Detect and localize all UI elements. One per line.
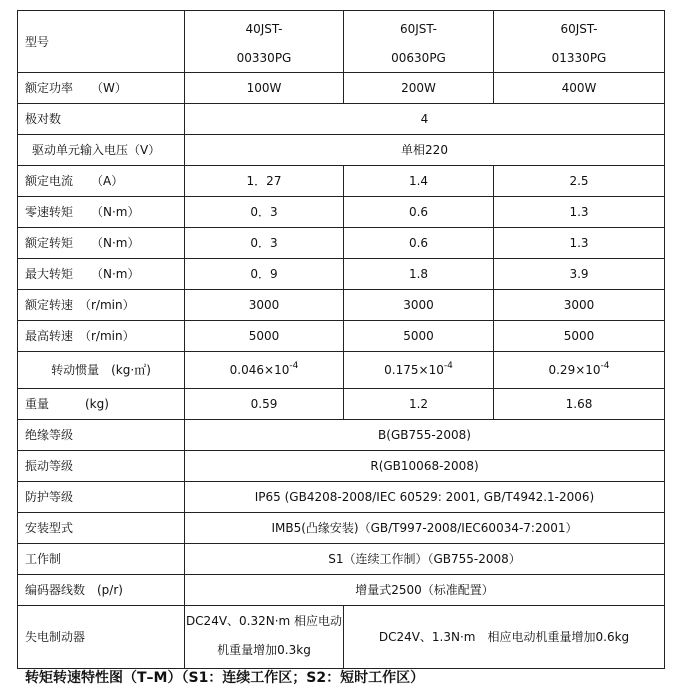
table-row xyxy=(18,166,665,197)
cell-value: 5000 xyxy=(494,321,665,352)
cell-value: 1.2 xyxy=(344,389,494,420)
cell-value: $0.29\times 10^{-4}$ xyxy=(494,352,665,389)
cell-value: 0.59 xyxy=(185,389,344,420)
cell-value: DC24V、0.32N·m 相应电动 机重量增加0.3kg xyxy=(185,606,344,669)
row-label: 额定电流 （A） xyxy=(18,166,185,197)
cell-value: 5000 xyxy=(185,321,344,352)
row-label: 振动等级 xyxy=(18,451,185,482)
table-row xyxy=(18,575,665,606)
table-row xyxy=(18,513,665,544)
table-row xyxy=(18,290,665,321)
row-label: 最高转速 （r/min） xyxy=(18,321,185,352)
cell-value: IMB5(凸缘安装)（GB/T997-2008/IEC60034-7:2001） xyxy=(185,513,665,544)
cell-value: 400W xyxy=(494,73,665,104)
cell-value: 1.3 xyxy=(494,228,665,259)
row-label: 最大转矩 （N·m） xyxy=(18,259,185,290)
model-3: 60JST- 01330PG xyxy=(494,11,665,73)
row-label: 额定功率 （W） xyxy=(18,73,185,104)
table-row xyxy=(18,73,665,104)
cell-value: 0.6 xyxy=(344,197,494,228)
cell-value: $0.175\times 10^{-4}$ xyxy=(344,352,494,389)
row-label: 防护等级 xyxy=(18,482,185,513)
row-label: 编码器线数 (p/r) xyxy=(18,575,185,606)
cell-value: 0.6 xyxy=(344,228,494,259)
chart-caption: 转矩转速特性图（T–M）（S1：连续工作区；S2：短时工作区） xyxy=(25,670,425,686)
model-label: 型号 xyxy=(18,11,185,73)
cell-value: 0．3 xyxy=(185,228,344,259)
table-row xyxy=(18,259,665,290)
cell-value: 2.5 xyxy=(494,166,665,197)
table-row xyxy=(18,11,665,73)
cell-value: DC24V、1.3N·m 相应电动机重量增加0.6kg xyxy=(344,606,665,669)
cell-value: 4 xyxy=(185,104,665,135)
table-row xyxy=(18,482,665,513)
table-row xyxy=(18,228,665,259)
cell-value: 单相220 xyxy=(185,135,665,166)
row-label: 零速转矩 （N·m） xyxy=(18,197,185,228)
row-label: 重量 (kg) xyxy=(18,389,185,420)
table-row xyxy=(18,352,665,389)
cell-value: 0．9 xyxy=(185,259,344,290)
cell-value: B(GB755-2008) xyxy=(185,420,665,451)
cell-value: 3000 xyxy=(494,290,665,321)
row-label: 额定转速 （r/min） xyxy=(18,290,185,321)
cell-value: 3000 xyxy=(185,290,344,321)
row-label: 驱动单元输入电压（V） xyxy=(18,135,185,166)
cell-value: 5000 xyxy=(344,321,494,352)
table-row xyxy=(18,420,665,451)
cell-value: 1．27 xyxy=(185,166,344,197)
cell-value: IP65 (GB4208-2008/IEC 60529: 2001, GB/T4942.1-2006) xyxy=(185,482,665,513)
row-label: 额定转矩 （N·m） xyxy=(18,228,185,259)
table-row xyxy=(18,389,665,420)
cell-value: 1.8 xyxy=(344,259,494,290)
cell-value: $0.046\times 10^{-4}$ xyxy=(185,352,344,389)
model-1: 40JST- 00330PG xyxy=(185,11,344,73)
cell-value: 1.4 xyxy=(344,166,494,197)
row-label: 安装型式 xyxy=(18,513,185,544)
row-label: 转动惯量 (kg·㎡) xyxy=(18,352,185,389)
cell-value: 100W xyxy=(185,73,344,104)
cell-value: 3.9 xyxy=(494,259,665,290)
row-label: 绝缘等级 xyxy=(18,420,185,451)
row-label: 极对数 xyxy=(18,104,185,135)
cell-value: S1（连续工作制）（GB755-2008） xyxy=(185,544,665,575)
table-row xyxy=(18,606,665,669)
table-row xyxy=(18,544,665,575)
table-row xyxy=(18,197,665,228)
cell-value: 增量式2500（标准配置） xyxy=(185,575,665,606)
row-label: 失电制动器 xyxy=(18,606,185,669)
table-row xyxy=(18,321,665,352)
cell-value: R(GB10068-2008) xyxy=(185,451,665,482)
table-row xyxy=(18,135,665,166)
model-2: 60JST- 00630PG xyxy=(344,11,494,73)
cell-value: 200W xyxy=(344,73,494,104)
cell-value: 0．3 xyxy=(185,197,344,228)
cell-value: 3000 xyxy=(344,290,494,321)
cell-value: 1.68 xyxy=(494,389,665,420)
table-row xyxy=(18,104,665,135)
table-row xyxy=(18,451,665,482)
row-label: 工作制 xyxy=(18,544,185,575)
spec-table xyxy=(17,10,665,669)
cell-value: 1.3 xyxy=(494,197,665,228)
